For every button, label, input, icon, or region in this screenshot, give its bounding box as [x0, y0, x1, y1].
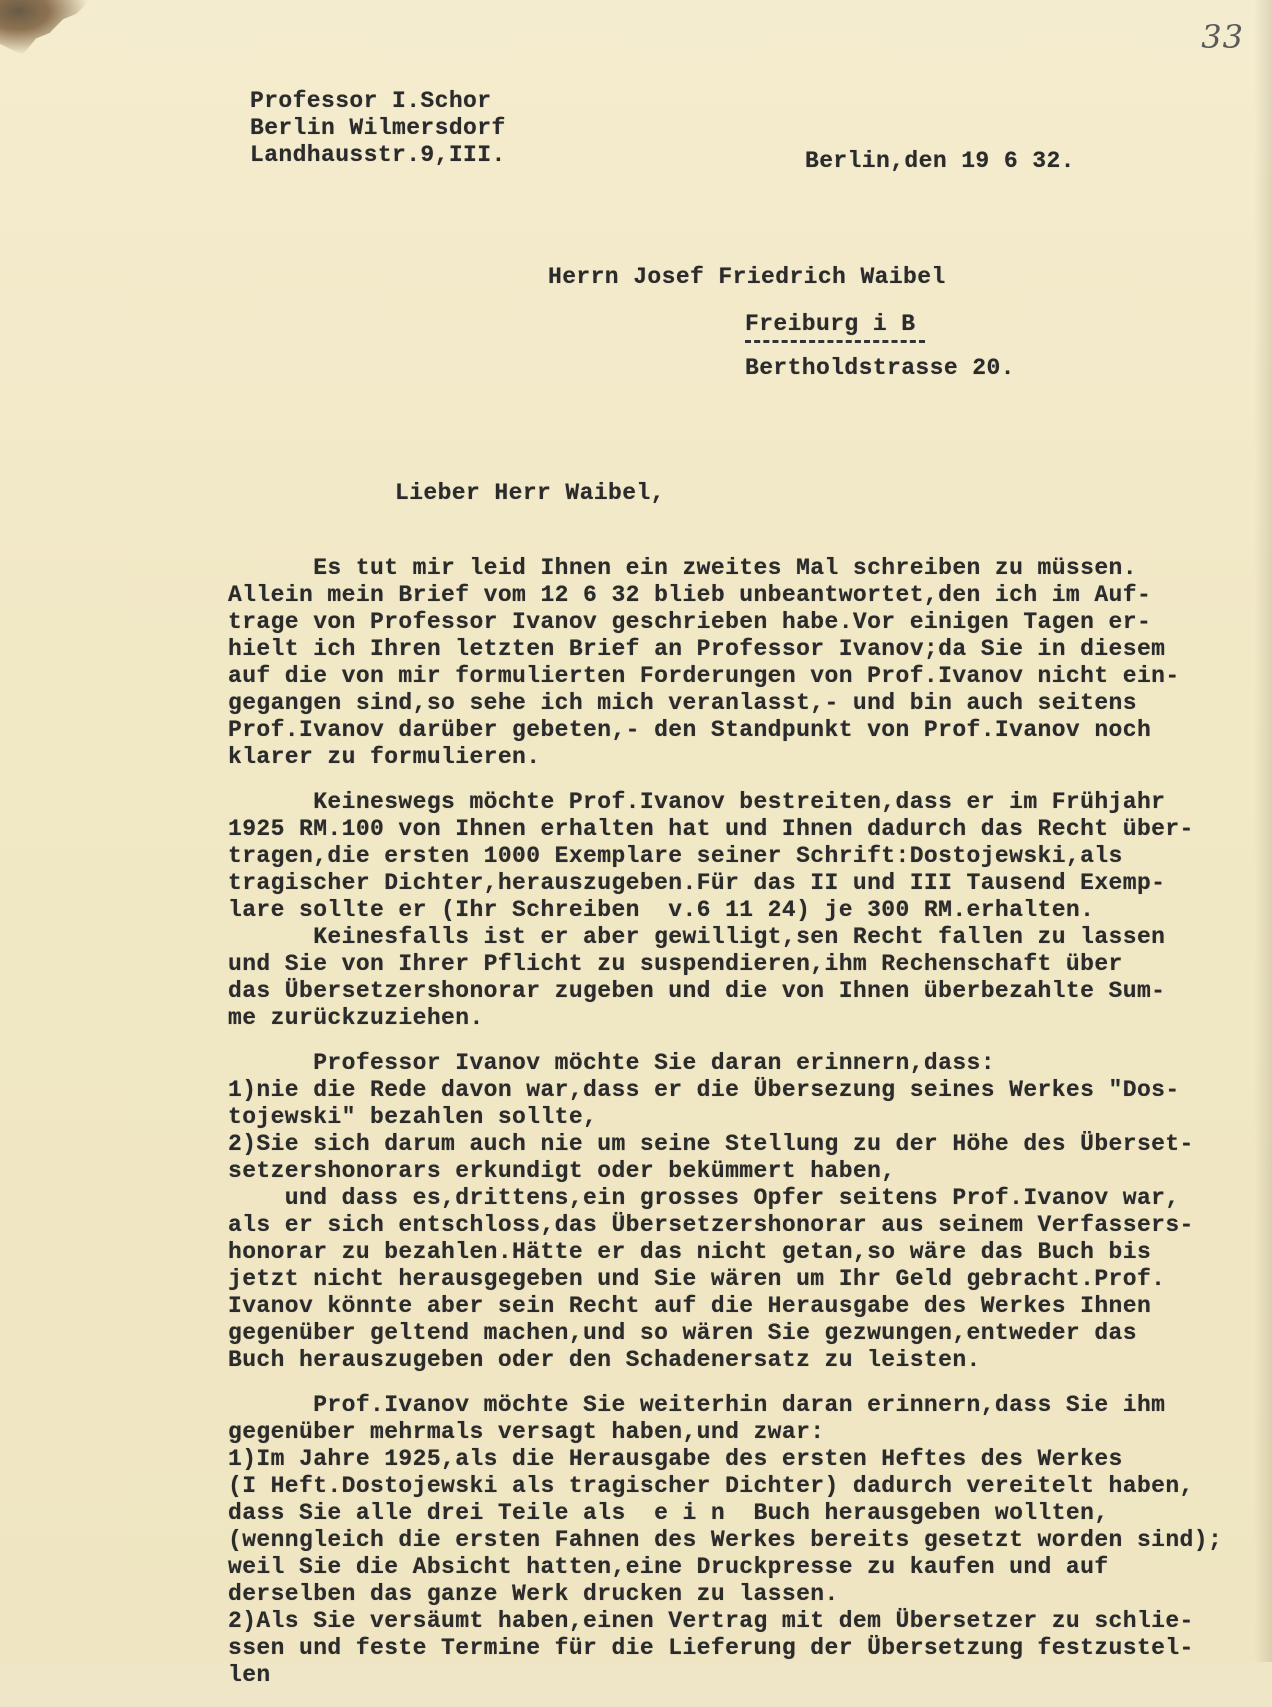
text-line: Allein mein Brief vom 12 6 32 blieb unbeantwortet,den ich im Auf-: [228, 582, 1152, 608]
text-line: gegenüber geltend machen,und so wären Sie gezwungen,entweder das: [228, 1320, 1137, 1346]
text-line: auf die von mir formulierten Forderungen von Prof.Ivanov nicht ein-: [228, 663, 1180, 689]
text-line: me zurückzuziehen.: [228, 1005, 484, 1031]
sender-line: Landhausstr.9,III.: [250, 142, 506, 168]
text-line: Ivanov könnte aber sein Recht auf die Herausgabe des Werkes Ihnen: [228, 1293, 1152, 1319]
text-line: honorar zu bezahlen.Hätte er das nicht getan,so wäre das Buch bis: [228, 1239, 1152, 1265]
text-line: setzershonorars erkundigt oder bekümmert haben,: [228, 1158, 896, 1184]
text-line: Professor Ivanov möchte Sie daran erinnern,dass:: [228, 1050, 995, 1076]
text-line: 1)Im Jahre 1925,als die Herausgabe des ersten Heftes des Werkes: [228, 1446, 1123, 1472]
text-line: Prof.Ivanov darüber gebeten,- den Standpunkt von Prof.Ivanov noch: [228, 717, 1152, 743]
letter-paragraph: [228, 1050, 1248, 1374]
text-line: len: [228, 1662, 271, 1688]
text-line: lare sollte er (Ihr Schreiben v.6 11 24) je 300 RM.erhalten.: [228, 897, 1095, 923]
text-line: dass Sie alle drei Teile als e i n Buch herausgeben wollten,: [228, 1500, 1109, 1526]
recipient-address: [548, 264, 1015, 382]
text-line: 2)Als Sie versäumt haben,einen Vertrag mit dem Übersetzer zu schlie-: [228, 1608, 1194, 1634]
text-line: das Übersetzershonorar zugeben und die von Ihnen überbezahlte Sum-: [228, 978, 1166, 1004]
letter-paragraph: [228, 789, 1248, 1032]
letter-paragraph: [228, 555, 1248, 771]
letter-date: Berlin,den 19 6 32.: [805, 148, 1075, 174]
text-line: ssen und feste Termine für die Lieferung der Übersetzung festzustel-: [228, 1635, 1194, 1661]
text-line: jetzt nicht herausgegeben und Sie wären um Ihr Geld gebracht.Prof.: [228, 1266, 1166, 1292]
salutation: Lieber Herr Waibel,: [395, 480, 665, 506]
text-line: gegenüber mehrmals versagt haben,und zwar:: [228, 1419, 825, 1445]
folio-number: 33: [1201, 18, 1244, 56]
text-line: hielt ich Ihren letzten Brief an Professor Ivanov;da Sie in diesem: [228, 636, 1166, 662]
text-line: tojewski" bezahlen sollte,: [228, 1104, 598, 1130]
text-line: 1)nie die Rede davon war,dass er die Übersezung seines Werkes "Dos-: [228, 1077, 1180, 1103]
recipient-city: Freiburg i B: [745, 311, 916, 337]
text-line: trage von Professor Ivanov geschrieben habe.Vor einigen Tagen er-: [228, 609, 1152, 635]
text-line: und dass es,drittens,ein grosses Opfer seitens Prof.Ivanov war,: [228, 1185, 1180, 1211]
text-line: gegangen sind,so sehe ich mich veranlasst,- und bin auch seitens: [228, 690, 1137, 716]
text-line: tragen,die ersten 1000 Exemplare seiner Schrift:Dostojewski,als: [228, 843, 1123, 869]
city-underline: [745, 340, 925, 343]
recipient-name: Herrn Josef Friedrich Waibel: [548, 264, 946, 290]
text-line: Prof.Ivanov möchte Sie weiterhin daran erinnern,dass Sie ihm: [228, 1392, 1166, 1418]
text-line: Keinesfalls ist er aber gewilligt,sen Recht fallen zu lassen: [228, 924, 1166, 950]
text-line: Keineswegs möchte Prof.Ivanov bestreiten,dass er im Frühjahr: [228, 789, 1166, 815]
text-line: weil Sie die Absicht hatten,eine Druckpresse zu kaufen und auf: [228, 1554, 1109, 1580]
letter-body: [228, 555, 1248, 1707]
letter-paragraph: [228, 1392, 1248, 1689]
page-edge-shadow: [1254, 0, 1272, 1662]
sender-line: Professor I.Schor: [250, 88, 492, 114]
sender-address: [250, 88, 506, 169]
sender-line: Berlin Wilmersdorf: [250, 115, 506, 141]
text-line: derselben das ganze Werk drucken zu lassen.: [228, 1581, 839, 1607]
text-line: tragischer Dichter,herauszugeben.Für das II und III Tausend Exemp-: [228, 870, 1166, 896]
text-line: 2)Sie sich darum auch nie um seine Stellung zu der Höhe des Überset-: [228, 1131, 1194, 1157]
text-line: (I Heft.Dostojewski als tragischer Dichter) dadurch vereitelt haben,: [228, 1473, 1194, 1499]
recipient-street: Bertholdstrasse 20.: [745, 355, 1015, 381]
text-line: Es tut mir leid Ihnen ein zweites Mal schreiben zu müssen.: [228, 555, 1137, 581]
text-line: Buch herauszugeben oder den Schadenersatz zu leisten.: [228, 1347, 981, 1373]
text-line: klarer zu formulieren.: [228, 744, 541, 770]
text-line: (wenngleich die ersten Fahnen des Werkes bereits gesetzt worden sind);: [228, 1527, 1223, 1553]
text-line: als er sich entschloss,das Übersetzershonorar aus seinem Verfassers-: [228, 1212, 1194, 1238]
torn-corner: [0, 0, 90, 55]
text-line: und Sie von Ihrer Pflicht zu suspendieren,ihm Rechenschaft über: [228, 951, 1123, 977]
text-line: 1925 RM.100 von Ihnen erhalten hat und Ihnen dadurch das Recht über-: [228, 816, 1194, 842]
